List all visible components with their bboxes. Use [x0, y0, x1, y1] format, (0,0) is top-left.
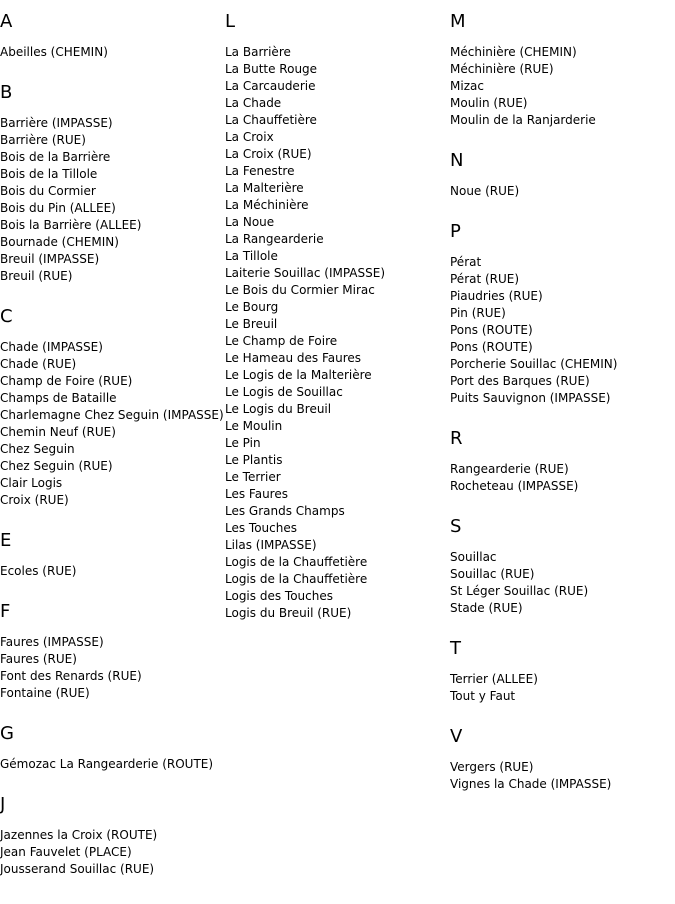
street-name: Piaudries (RUE) — [450, 289, 543, 303]
letter-section — [0, 722, 222, 773]
letter-section — [0, 793, 222, 878]
street-name: Jazennes la Croix (ROUTE) — [0, 828, 158, 842]
street-name: Jean Fauvelet (PLACE) — [0, 845, 132, 859]
street-name: Chez Seguin (RUE) — [0, 459, 113, 473]
street-name: La Chauffetière — [225, 113, 317, 127]
street-name: Porcherie Souillac (CHEMIN) — [450, 357, 618, 371]
section-letter-heading: F — [0, 601, 11, 622]
street-name: Les Faures — [225, 487, 288, 501]
street-name: Lilas (IMPASSE) — [225, 538, 317, 552]
street-name: Chez Seguin — [0, 442, 75, 456]
section-letter-heading: N — [450, 150, 464, 171]
street-name: Faures (IMPASSE) — [0, 635, 104, 649]
street-name: Champs de Bataille — [0, 391, 117, 405]
street-list — [225, 44, 447, 622]
street-name: Chemin Neuf (RUE) — [0, 425, 116, 439]
letter-section — [450, 725, 672, 793]
street-name: La Croix — [225, 130, 274, 144]
street-name: La Malterière — [225, 181, 304, 195]
street-name: Barrière (RUE) — [0, 133, 86, 147]
section-letter-heading: T — [450, 638, 461, 659]
street-list — [0, 634, 222, 702]
street-name: La Barrière — [225, 45, 291, 59]
street-name: Logis de la Chauffetière — [225, 555, 368, 569]
street-name: Mizac — [450, 79, 484, 93]
street-name: Logis des Touches — [225, 589, 333, 603]
street-name: La Tillole — [225, 249, 278, 263]
street-name: Noue (RUE) — [450, 184, 520, 198]
section-letter-heading: V — [450, 726, 463, 747]
street-name: Le Logis de Souillac — [225, 385, 343, 399]
street-list — [0, 44, 222, 61]
street-list — [450, 254, 672, 407]
street-name: Le Bourg — [225, 300, 279, 314]
street-name: Moulin (RUE) — [450, 96, 528, 110]
section-letter-heading: A — [0, 11, 13, 32]
street-name: Moulin de la Ranjarderie — [450, 113, 596, 127]
street-list — [450, 44, 672, 129]
section-letter-heading: C — [0, 306, 13, 327]
section-letter-heading: B — [0, 82, 13, 103]
street-name: St Léger Souillac (RUE) — [450, 584, 589, 598]
street-name: Breuil (IMPASSE) — [0, 252, 100, 266]
street-list — [0, 115, 222, 285]
street-name: Le Hameau des Faures — [225, 351, 362, 365]
street-name: Faures (RUE) — [0, 652, 77, 666]
street-name: La Rangearderie — [225, 232, 324, 246]
street-name: Logis de la Chauffetière — [225, 572, 368, 586]
letter-section — [0, 305, 222, 509]
street-name: Méchinière (CHEMIN) — [450, 45, 577, 59]
letter-section — [450, 515, 672, 617]
street-name: Logis du Breuil (RUE) — [225, 606, 352, 620]
street-name: Stade (RUE) — [450, 601, 523, 615]
street-name: Les Grands Champs — [225, 504, 345, 518]
street-name: Barrière (IMPASSE) — [0, 116, 113, 130]
street-name: Abeilles (CHEMIN) — [0, 45, 108, 59]
column-2 — [225, 10, 447, 622]
street-list — [450, 759, 672, 793]
street-name: Jousserand Souillac (RUE) — [0, 862, 155, 876]
street-name: Tout y Faut — [450, 689, 516, 703]
street-name: Bois de la Tillole — [0, 167, 98, 181]
street-name: La Carcauderie — [225, 79, 316, 93]
street-name: Gémozac La Rangearderie (ROUTE) — [0, 757, 214, 771]
street-name: Pons (ROUTE) — [450, 340, 533, 354]
street-name: Croix (RUE) — [0, 493, 69, 507]
street-name: Laiterie Souillac (IMPASSE) — [225, 266, 386, 280]
street-name: Pons (ROUTE) — [450, 323, 533, 337]
street-name: Le Champ de Foire — [225, 334, 338, 348]
column-3 — [450, 10, 672, 793]
street-name: Bois de la Barrière — [0, 150, 111, 164]
section-letter-heading: S — [450, 516, 462, 537]
street-name: Le Logis du Breuil — [225, 402, 332, 416]
street-name: La Noue — [225, 215, 275, 229]
street-name: La Fenestre — [225, 164, 295, 178]
street-list — [0, 339, 222, 509]
street-name: Pérat — [450, 255, 482, 269]
letter-section — [450, 637, 672, 705]
street-list — [0, 827, 222, 878]
street-name: Souillac — [450, 550, 497, 564]
letter-section — [450, 220, 672, 407]
street-name: Le Bois du Cormier Mirac — [225, 283, 375, 297]
letter-section — [450, 149, 672, 200]
street-name: Rocheteau (IMPASSE) — [450, 479, 579, 493]
street-name: La Butte Rouge — [225, 62, 318, 76]
section-letter-heading: M — [450, 11, 466, 32]
street-name: Le Breuil — [225, 317, 278, 331]
street-list — [0, 756, 222, 773]
street-name: Les Touches — [225, 521, 297, 535]
section-letter-heading: L — [225, 11, 236, 32]
street-name: Fontaine (RUE) — [0, 686, 90, 700]
street-name: Le Logis de la Malterière — [225, 368, 372, 382]
street-name: Le Pin — [225, 436, 261, 450]
street-name: Vergers (RUE) — [450, 760, 534, 774]
street-name: Puits Sauvignon (IMPASSE) — [450, 391, 611, 405]
street-name: Le Terrier — [225, 470, 281, 484]
street-name: Rangearderie (RUE) — [450, 462, 569, 476]
section-letter-heading: P — [450, 221, 461, 242]
letter-section — [450, 427, 672, 495]
street-name: Champ de Foire (RUE) — [0, 374, 133, 388]
street-name: Charlemagne Chez Seguin (IMPASSE) — [0, 408, 224, 422]
street-name: Font des Renards (RUE) — [0, 669, 142, 683]
street-name: Vignes la Chade (IMPASSE) — [450, 777, 612, 791]
street-name: Pérat (RUE) — [450, 272, 520, 286]
street-name: Chade (IMPASSE) — [0, 340, 103, 354]
section-letter-heading: G — [0, 723, 14, 744]
street-name: Pin (RUE) — [450, 306, 506, 320]
street-name: Le Plantis — [225, 453, 283, 467]
letter-section — [225, 10, 447, 622]
street-name: Clair Logis — [0, 476, 63, 490]
street-list — [450, 671, 672, 705]
street-name: La Croix (RUE) — [225, 147, 312, 161]
street-name: Bois du Pin (ALLEE) — [0, 201, 116, 215]
letter-section — [0, 81, 222, 285]
street-name: Chade (RUE) — [0, 357, 77, 371]
section-letter-heading: J — [0, 794, 6, 815]
street-list — [450, 549, 672, 617]
street-name: Souillac (RUE) — [450, 567, 535, 581]
street-name: Bournade (CHEMIN) — [0, 235, 119, 249]
street-name: La Méchinière — [225, 198, 309, 212]
street-name: Bois la Barrière (ALLEE) — [0, 218, 142, 232]
street-name: Le Moulin — [225, 419, 283, 433]
street-name: Méchinière (RUE) — [450, 62, 554, 76]
section-letter-heading: E — [0, 530, 12, 551]
street-list — [450, 183, 672, 200]
letter-section — [450, 10, 672, 129]
street-list — [0, 563, 222, 580]
street-name: Bois du Cormier — [0, 184, 96, 198]
letter-section — [0, 529, 222, 580]
street-name: Port des Barques (RUE) — [450, 374, 590, 388]
column-1 — [0, 10, 222, 878]
street-name: La Chade — [225, 96, 282, 110]
letter-section — [0, 10, 222, 61]
letter-section — [0, 600, 222, 702]
street-list — [450, 461, 672, 495]
street-name: Breuil (RUE) — [0, 269, 73, 283]
street-name: Terrier (ALLEE) — [450, 672, 538, 686]
section-letter-heading: R — [450, 428, 463, 449]
street-name: Ecoles (RUE) — [0, 564, 77, 578]
